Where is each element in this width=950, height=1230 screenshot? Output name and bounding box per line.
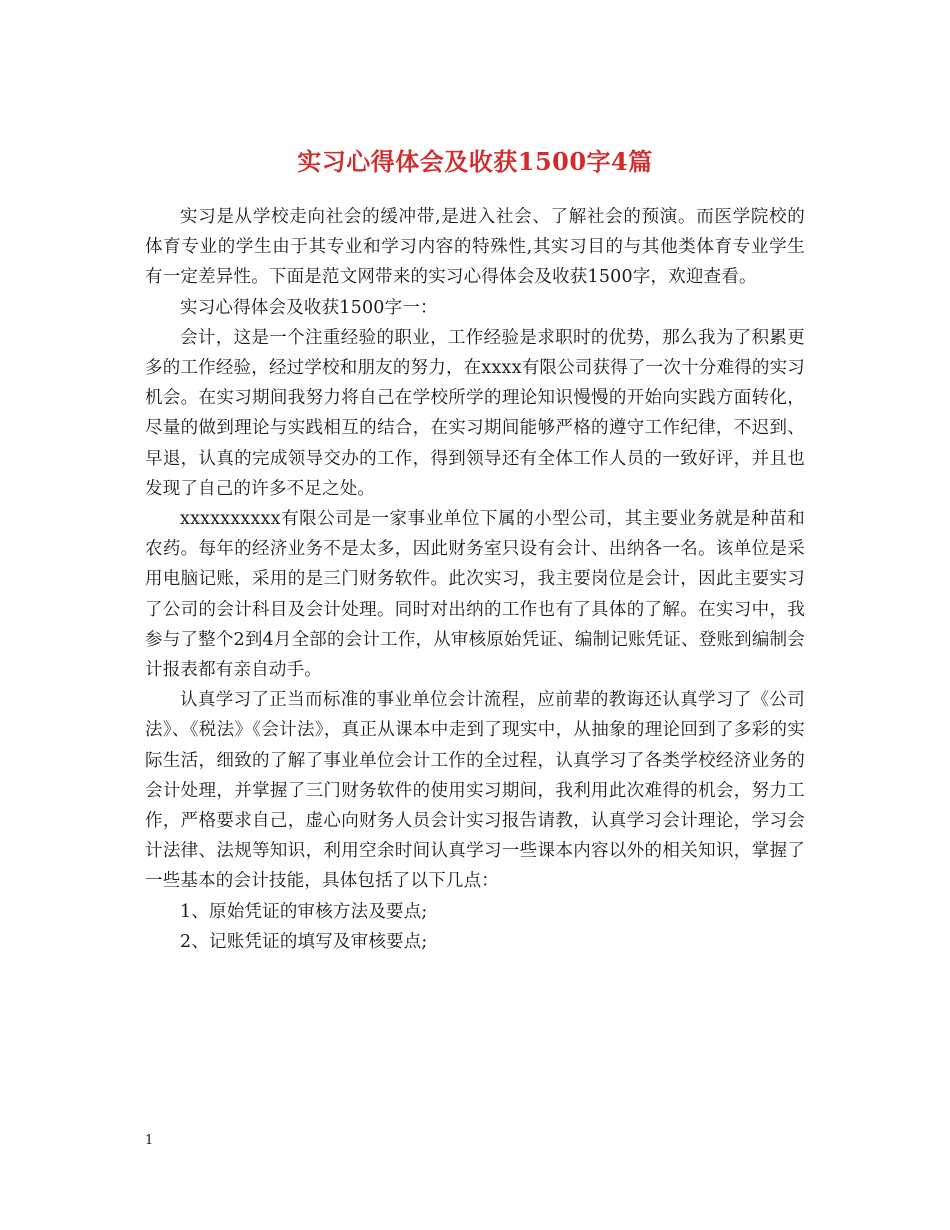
paragraph-company-description: xxxxxxxxxx有限公司是一家事业单位下属的小型公司，其主要业务就是种苗和农药。每年的经济业务不是太多，因此财务室只设有会计、出纳各一名。该单位是采用电脑记账，采用的是三门财务软件。此次实习，我主要岗位是会计，因此主要实习了公司的会计科目及会计处理。同时对出纳的工作也有了具体的了解。在实习中，我参与了整个2到4月全部的会计工作，从审核原始凭证、编制记账凭证、登账到编制会计报表都有亲自动手。 <box>145 509 805 681</box>
paragraph-accounting-experience: 会计，这是一个注重经验的职业，工作经验是求职时的优势，那么我为了积累更多的工作经验，经过学校和朋友的努力，在xxxx有限公司获得了一次十分难得的实习机会。在实习期间我努力将自己在学校所学的理论知识慢慢的开始向实践方面转化，尽量的做到理论与实践相互的结合，在实习期间能够严格的遵守工作纪律，不迟到、早退，认真的完成领导交办的工作，得到领导还有全体工作人员的一致好评，并且也发现了自己的许多不足之处。 <box>145 327 805 499</box>
paragraph-intro: 实习是从学校走向社会的缓冲带,是进入社会、了解社会的预演。而医学院校的体育专业的学生由于其专业和学习内容的特殊性,其实习目的与其他类体育专业学生有一定差异性。下面是范文网带来的实习心得体会及收获1500字，欢迎查看。 <box>145 207 805 288</box>
paragraph-learning: 认真学习了正当而标准的事业单位会计流程，应前辈的教诲还认真学习了《公司法》、《税法》《会计法》，真正从课本中走到了现实中，从抽象的理论回到了多彩的实际生活，细致的了解了事业单位会计工作的全过程，认真学习了各类学校经济业务的会计处理，并掌握了三门财务软件的使用实习期间，我利用此次难得的机会，努力工作，严格要求自己，虚心向财务人员会计实习报告请教，认真学习会计理论，学习会计法律、法规等知识，利用空余时间认真学习一些课本内容以外的相关知识，掌握了一些基本的会计技能，具体包括了以下几点： <box>145 690 805 892</box>
document-body <box>145 202 805 957</box>
list-item-1: 1、原始凭证的审核方法及要点; <box>180 901 428 922</box>
document-title: 实习心得体会及收获1500字4篇 <box>297 147 653 177</box>
list-item-2: 2、记账凭证的填写及审核要点; <box>180 931 428 952</box>
paragraph-section-heading: 实习心得体会及收获1500字一： <box>180 297 438 318</box>
page-number: 1 <box>145 1133 154 1148</box>
